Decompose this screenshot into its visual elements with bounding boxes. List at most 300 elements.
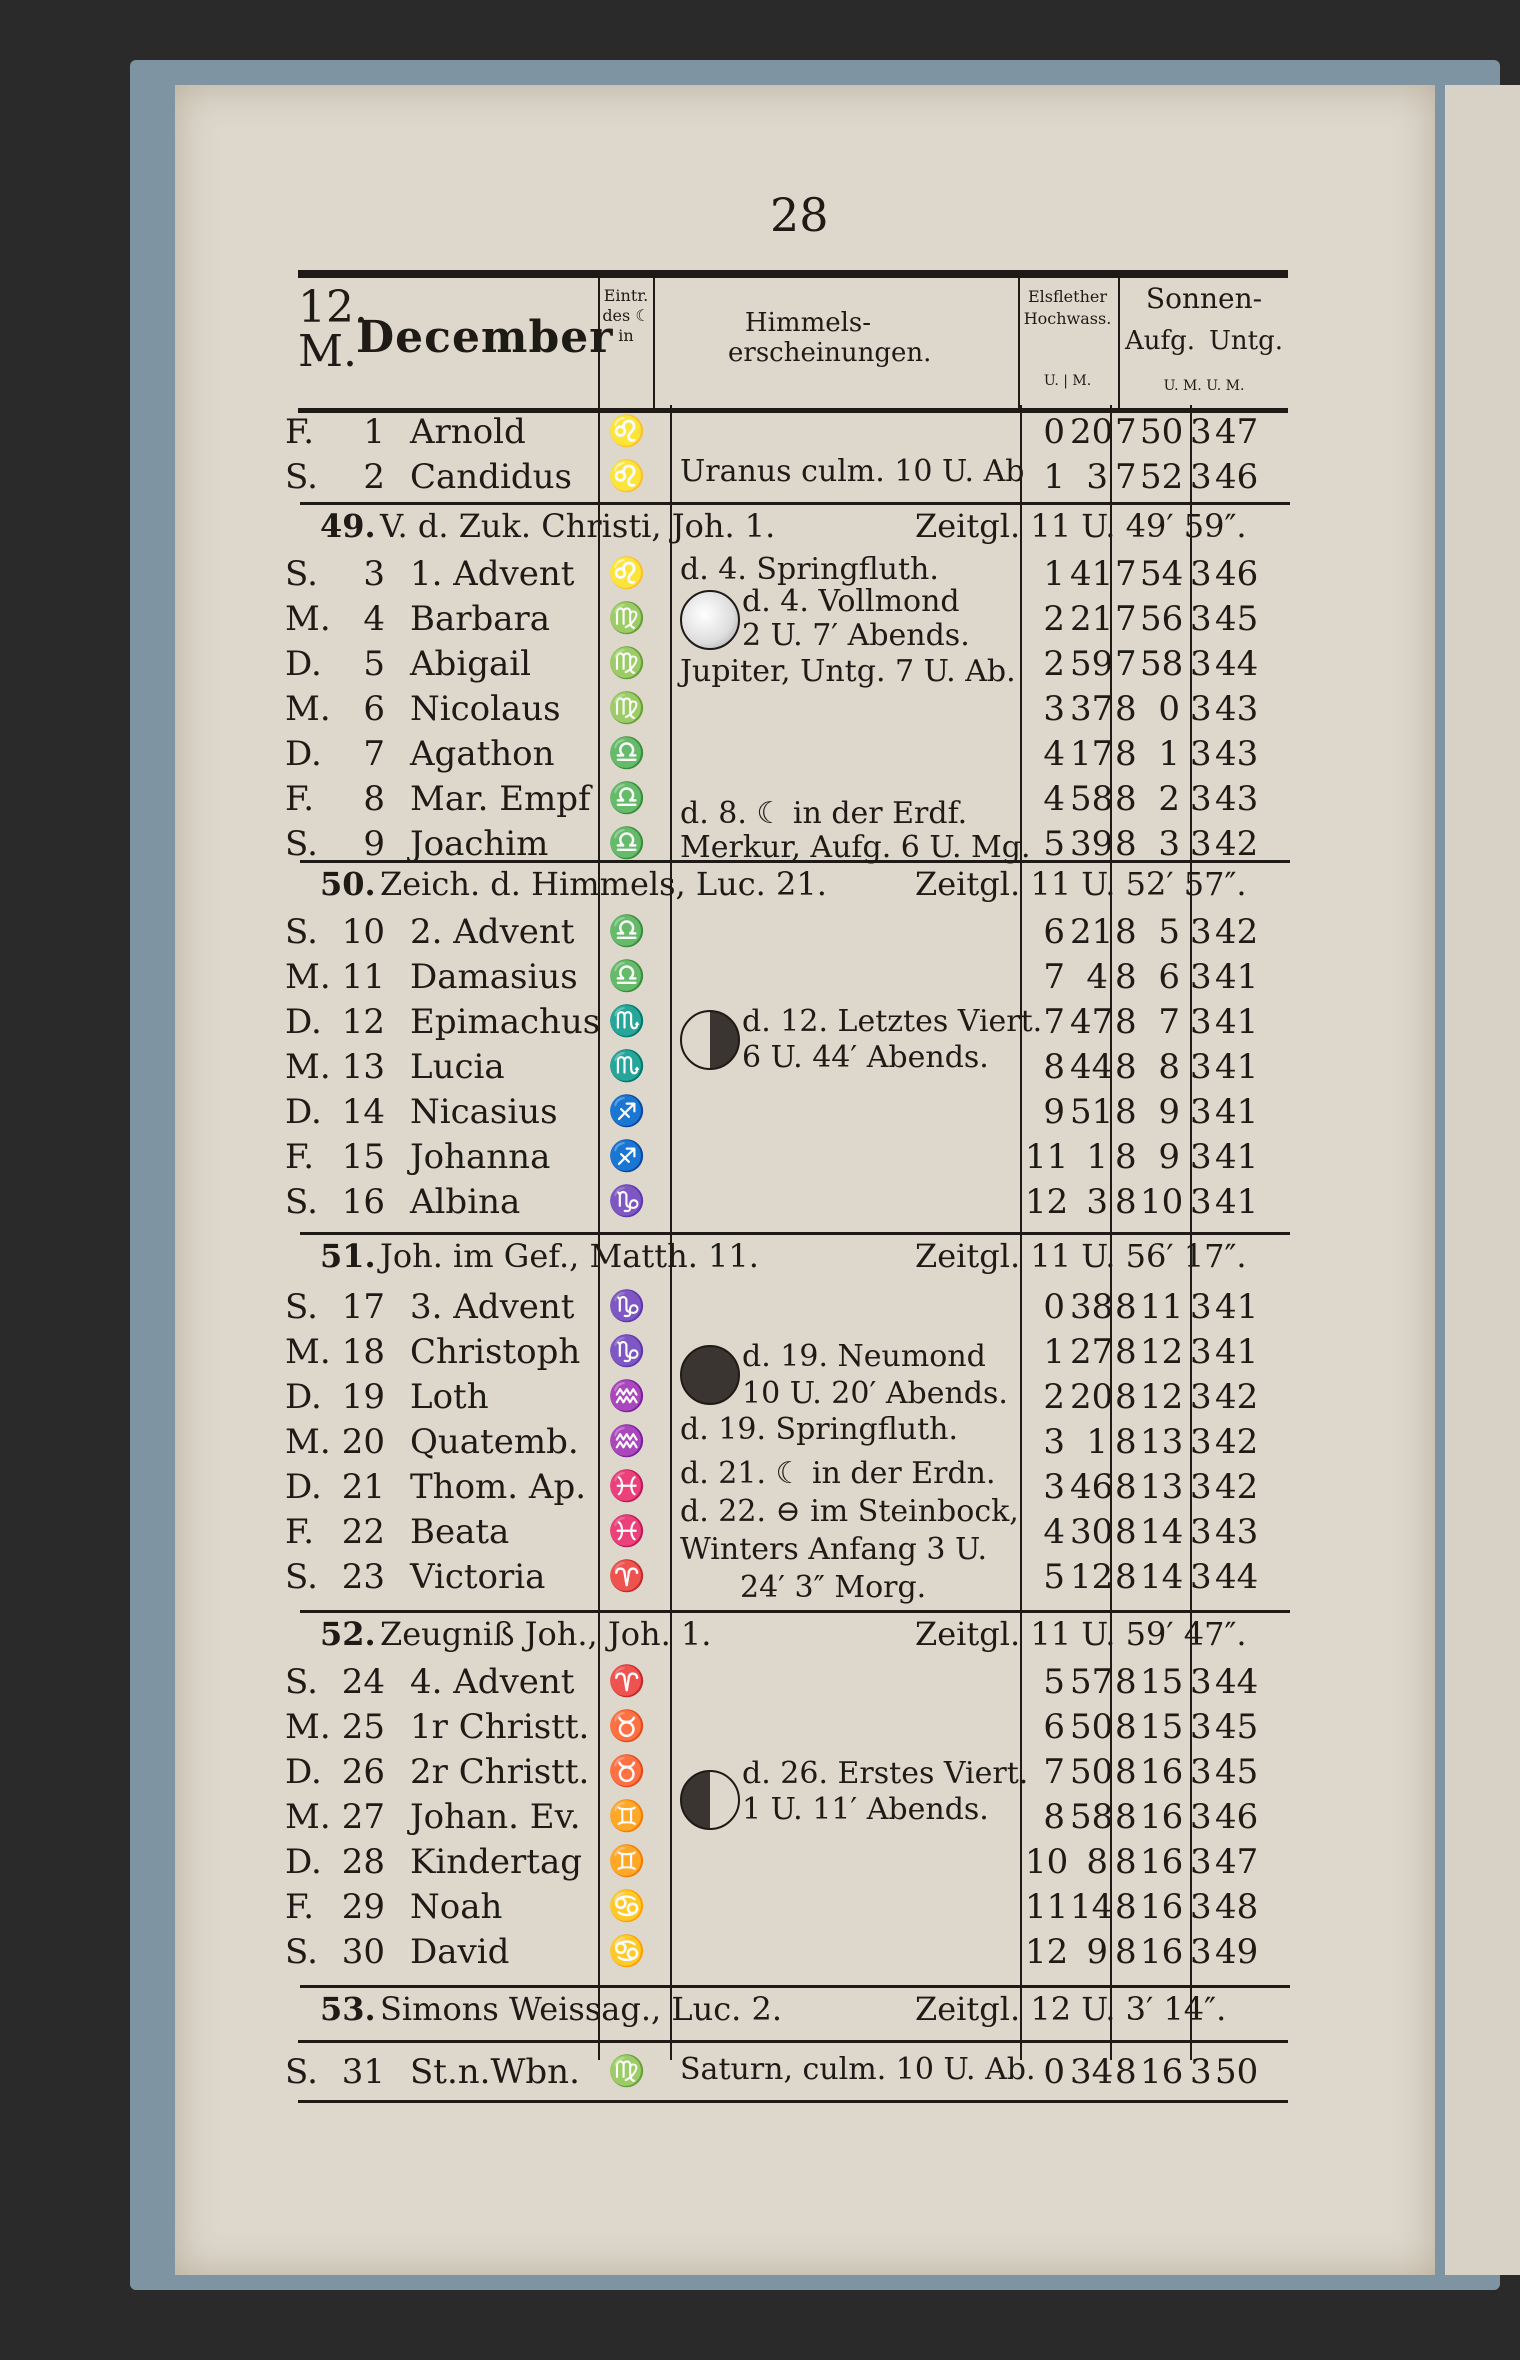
cell-hw-h: 5	[1043, 1662, 1065, 1702]
cell-dnum: 22	[341, 1512, 385, 1552]
cell-ss-h: 3	[1190, 689, 1212, 729]
cell-ss-h: 3	[1190, 1662, 1212, 1702]
cell-hw-h: 3	[1043, 1422, 1065, 1462]
cell-hw-h: 2	[1043, 644, 1065, 684]
cell-sr-h: 7	[1115, 554, 1137, 594]
cell-hw-h: 0	[1043, 1287, 1065, 1327]
zodiac-icon: ♈	[608, 1559, 646, 1594]
cell-dow: D.	[285, 1752, 322, 1792]
cell-dow: M.	[285, 1332, 331, 1372]
facing-page-edge	[1445, 85, 1520, 2275]
cell-sr-h: 8	[1115, 1137, 1137, 1177]
zodiac-icon: ♓	[608, 1469, 646, 1504]
cell-ss-m: 47	[1215, 1842, 1259, 1882]
cell-saint: Albina	[410, 1182, 521, 1222]
cell-saint: 2r Christt.	[410, 1752, 590, 1792]
cell-hw-m: 27	[1070, 1332, 1114, 1372]
cell-sr-h: 8	[1115, 957, 1137, 997]
cell-ss-h: 3	[1190, 1092, 1212, 1132]
cell-ss-m: 47	[1215, 412, 1259, 452]
cell-dow: D.	[285, 1377, 322, 1417]
cell-ss-h: 3	[1190, 2052, 1212, 2092]
cell-hw-m: 30	[1070, 1512, 1114, 1552]
cell-dow: D.	[285, 734, 322, 774]
cell-ss-h: 3	[1190, 1137, 1212, 1177]
cell-ss-h: 3	[1190, 1557, 1212, 1597]
cell-sr-h: 8	[1115, 734, 1137, 774]
cell-saint: Christoph	[410, 1332, 581, 1372]
cell-saint: Joachim	[410, 824, 549, 864]
cell-dow: S.	[285, 1662, 318, 1702]
cell-saint: Mar. Empf	[410, 779, 591, 819]
cell-hw-m: 17	[1070, 734, 1114, 774]
zodiac-icon: ♋	[608, 1889, 646, 1924]
cell-hw-m: 1	[1086, 1422, 1108, 1462]
zodiac-icon: ♊	[608, 1799, 646, 1834]
zodiac-icon: ♍	[608, 691, 646, 726]
cell-ss-h: 3	[1190, 1932, 1212, 1972]
event-uranus: Uranus culm. 10 U. Ab	[680, 454, 1025, 489]
zodiac-icon: ♎	[608, 736, 646, 771]
cell-hw-m: 47	[1070, 1002, 1114, 1042]
cell-dow: S.	[285, 1932, 318, 1972]
cell-hw-m: 50	[1070, 1752, 1114, 1792]
cell-saint: Lucia	[410, 1047, 505, 1087]
cell-sr-m: 11	[1140, 1287, 1184, 1327]
day-row-1	[285, 410, 1295, 454]
cell-saint: Kindertag	[410, 1842, 583, 1882]
cell-sr-m: 15	[1140, 1707, 1184, 1747]
cell-ss-h: 3	[1190, 957, 1212, 997]
cell-sr-h: 8	[1115, 1707, 1137, 1747]
cell-dnum: 17	[341, 1287, 385, 1327]
cell-dow: F.	[285, 779, 315, 819]
week-49-row: 49. V. d. Zuk. Christi, Joh. 1. Zeitgl. 11 U. 49′ 59″.	[300, 502, 1290, 547]
cell-ss-h: 3	[1190, 912, 1212, 952]
cell-saint: Barbara	[410, 599, 551, 639]
cell-ss-m: 45	[1215, 1752, 1259, 1792]
cell-hw-m: 3	[1086, 457, 1108, 497]
cell-sr-h: 8	[1115, 1002, 1137, 1042]
cell-ss-m: 46	[1215, 457, 1259, 497]
cell-dow: S.	[285, 457, 318, 497]
event-springflut-19: d. 19. Springfluth.	[680, 1412, 958, 1447]
cell-ss-h: 3	[1190, 412, 1212, 452]
cell-hw-m: 34	[1070, 2052, 1114, 2092]
cell-saint: 4. Advent	[410, 1662, 575, 1702]
cell-sr-m: 8	[1158, 1047, 1180, 1087]
zodiac-icon: ♍	[608, 2054, 646, 2089]
cell-dow: S.	[285, 912, 318, 952]
zodiac-icon: ♌	[608, 556, 646, 591]
cell-dnum: 18	[341, 1332, 385, 1372]
col-moon-entry: Eintr. des ☾ in	[602, 286, 650, 345]
cell-sr-m: 7	[1158, 1002, 1180, 1042]
col-events: Himmels-erscheinungen.	[728, 308, 932, 368]
cell-hw-m: 41	[1070, 554, 1114, 594]
cell-saint: David	[410, 1932, 510, 1972]
cell-sr-h: 7	[1115, 599, 1137, 639]
event-new-moon-time: 10 U. 20′ Abends.	[742, 1376, 1008, 1411]
cell-dnum: 23	[341, 1557, 385, 1597]
col-sunset: Untg.	[1208, 326, 1283, 356]
cell-ss-h: 3	[1190, 734, 1212, 774]
cell-hw-h: 9	[1043, 1092, 1065, 1132]
cell-sr-m: 5	[1158, 912, 1180, 952]
cell-dnum: 15	[341, 1137, 385, 1177]
cell-saint: Beata	[410, 1512, 510, 1552]
event-springflut-4: d. 4. Springfluth.	[680, 552, 939, 587]
cell-ss-m: 41	[1215, 1287, 1259, 1327]
cell-dnum: 10	[341, 912, 385, 952]
week-50-row: 50. Zeich. d. Himmels, Luc. 21. Zeitgl. 11 U. 52′ 57″.	[300, 860, 1290, 905]
day-row-28	[285, 1840, 1295, 1884]
cell-dow: M.	[285, 689, 331, 729]
cell-dnum: 27	[341, 1797, 385, 1837]
cell-sr-m: 54	[1140, 554, 1184, 594]
cell-sr-m: 13	[1140, 1467, 1184, 1507]
day-row-29	[285, 1885, 1295, 1929]
cell-hw-h: 8	[1043, 1797, 1065, 1837]
cell-hw-h: 7	[1043, 1002, 1065, 1042]
cell-ss-h: 3	[1190, 1182, 1212, 1222]
cell-dnum: 8	[363, 779, 385, 819]
cell-dnum: 2	[363, 457, 385, 497]
cell-ss-m: 41	[1215, 1002, 1259, 1042]
cell-hw-m: 3	[1086, 1182, 1108, 1222]
cell-sr-m: 13	[1140, 1422, 1184, 1462]
cell-hw-h: 0	[1043, 2052, 1065, 2092]
cell-ss-m: 43	[1215, 1512, 1259, 1552]
day-row-25	[285, 1705, 1295, 1749]
cell-dnum: 29	[341, 1887, 385, 1927]
cell-ss-h: 3	[1190, 1842, 1212, 1882]
cell-ss-m: 41	[1215, 1137, 1259, 1177]
zodiac-icon: ♑	[608, 1184, 646, 1219]
event-winter-time: 24′ 3″ Morg.	[740, 1570, 927, 1605]
cell-ss-m: 41	[1215, 1332, 1259, 1372]
cell-saint: 2. Advent	[410, 912, 575, 952]
cell-dnum: 7	[363, 734, 385, 774]
cell-ss-h: 3	[1190, 779, 1212, 819]
cell-dow: S.	[285, 2052, 318, 2092]
event-moon-perigee: d. 8. ☾ in der Erdf.	[680, 796, 968, 831]
cell-hw-m: 12	[1070, 1557, 1114, 1597]
cell-hw-h: 7	[1043, 1752, 1065, 1792]
cell-ss-m: 45	[1215, 1707, 1259, 1747]
cell-ss-m: 46	[1215, 1797, 1259, 1837]
cell-dnum: 12	[341, 1002, 385, 1042]
day-row-10	[285, 910, 1295, 954]
cell-hw-m: 44	[1070, 1047, 1114, 1087]
cell-sr-m: 14	[1140, 1557, 1184, 1597]
cell-dnum: 11	[341, 957, 385, 997]
cell-ss-m: 42	[1215, 1377, 1259, 1417]
week-51-row: 51. Joh. im Gef., Matth. 11. Zeitgl. 11 U. 56′ 17″.	[300, 1232, 1290, 1277]
cell-sr-h: 8	[1115, 1047, 1137, 1087]
cell-sr-h: 8	[1115, 1332, 1137, 1372]
cell-dnum: 5	[363, 644, 385, 684]
day-row-15	[285, 1135, 1295, 1179]
day-row-24	[285, 1660, 1295, 1704]
zodiac-icon: ♐	[608, 1094, 646, 1129]
cell-ss-m: 42	[1215, 824, 1259, 864]
cell-sr-m: 15	[1140, 1662, 1184, 1702]
cell-sr-h: 8	[1115, 824, 1137, 864]
cell-saint: Nicolaus	[410, 689, 561, 729]
cell-hw-h: 10	[1025, 1842, 1069, 1882]
first-quarter-moon-icon	[680, 1770, 740, 1830]
cell-saint: 3. Advent	[410, 1287, 575, 1327]
cell-saint: Arnold	[410, 412, 526, 452]
cell-dnum: 21	[341, 1467, 385, 1507]
cell-sr-m: 16	[1140, 1752, 1184, 1792]
cell-hw-m: 58	[1070, 1797, 1114, 1837]
cell-dow: M.	[285, 1422, 331, 1462]
cell-sr-h: 7	[1115, 457, 1137, 497]
cell-saint: 1. Advent	[410, 554, 575, 594]
cell-sr-h: 8	[1115, 1797, 1137, 1837]
cell-sr-m: 9	[1158, 1137, 1180, 1177]
col-sun-units: U. M. U. M.	[1163, 378, 1245, 394]
cell-ss-m: 42	[1215, 912, 1259, 952]
cell-ss-m: 44	[1215, 1557, 1259, 1597]
zodiac-icon: ♐	[608, 1139, 646, 1174]
cell-hw-m: 58	[1070, 779, 1114, 819]
cell-sr-h: 8	[1115, 2052, 1137, 2092]
cell-hw-h: 1	[1043, 554, 1065, 594]
cell-sr-h: 8	[1115, 1557, 1137, 1597]
zodiac-icon: ♓	[608, 1514, 646, 1549]
cell-sr-m: 12	[1140, 1332, 1184, 1372]
cell-dnum: 28	[341, 1842, 385, 1882]
event-mercury: Merkur, Aufg. 6 U. Mg.	[680, 830, 1031, 865]
cell-saint: Johanna	[410, 1137, 551, 1177]
cell-saint: Abigail	[410, 644, 531, 684]
cell-ss-m: 44	[1215, 1662, 1259, 1702]
zodiac-icon: ♌	[608, 414, 646, 449]
event-winter-start: Winters Anfang 3 U.	[680, 1532, 988, 1567]
cell-hw-m: 20	[1070, 412, 1114, 452]
cell-hw-h: 4	[1043, 734, 1065, 774]
cell-dow: F.	[285, 1512, 315, 1552]
cell-saint: Noah	[410, 1887, 503, 1927]
cell-ss-m: 42	[1215, 1422, 1259, 1462]
cell-dnum: 9	[363, 824, 385, 864]
cell-ss-h: 3	[1190, 599, 1212, 639]
cell-sr-h: 8	[1115, 689, 1137, 729]
event-full-moon-time: 2 U. 7′ Abends.	[742, 618, 970, 653]
event-sun-capricorn: d. 22. ⊖ im Steinbock,	[680, 1494, 1019, 1529]
cell-saint: 1r Christt.	[410, 1707, 590, 1747]
cell-dow: F.	[285, 412, 315, 452]
day-row-16	[285, 1180, 1295, 1224]
cell-ss-m: 43	[1215, 689, 1259, 729]
zodiac-icon: ♋	[608, 1934, 646, 1969]
event-first-quarter-time: 1 U. 11′ Abends.	[742, 1792, 989, 1827]
cell-hw-h: 6	[1043, 1707, 1065, 1747]
cell-hw-h: 5	[1043, 1557, 1065, 1597]
cell-ss-h: 3	[1190, 1377, 1212, 1417]
cell-saint: Nicasius	[410, 1092, 558, 1132]
cell-sr-h: 7	[1115, 412, 1137, 452]
day-row-14	[285, 1090, 1295, 1134]
cell-sr-h: 8	[1115, 1512, 1137, 1552]
zodiac-icon: ♉	[608, 1709, 646, 1744]
cell-dnum: 19	[341, 1377, 385, 1417]
cell-sr-m: 16	[1140, 1932, 1184, 1972]
cell-ss-m: 43	[1215, 779, 1259, 819]
event-moon-apogee: d. 21. ☾ in der Erdn.	[680, 1456, 996, 1491]
cell-hw-m: 39	[1070, 824, 1114, 864]
cell-ss-m: 43	[1215, 734, 1259, 774]
last-quarter-moon-icon	[680, 1010, 740, 1070]
cell-dnum: 4	[363, 599, 385, 639]
col-sun: Sonnen-	[1145, 282, 1263, 315]
day-row-30	[285, 1930, 1295, 1974]
cell-hw-h: 3	[1043, 689, 1065, 729]
cell-hw-h: 11	[1025, 1887, 1069, 1927]
cell-hw-h: 0	[1043, 412, 1065, 452]
cell-dnum: 26	[341, 1752, 385, 1792]
cell-ss-h: 3	[1190, 554, 1212, 594]
cell-hw-h: 1	[1043, 457, 1065, 497]
page-number: 28	[770, 188, 829, 242]
cell-dnum: 1	[363, 412, 385, 452]
cell-sr-m: 0	[1158, 689, 1180, 729]
cell-hw-h: 12	[1025, 1182, 1069, 1222]
zodiac-icon: ♌	[608, 459, 646, 494]
cell-dow: D.	[285, 644, 322, 684]
cell-dow: M.	[285, 1707, 331, 1747]
cell-ss-h: 3	[1190, 1797, 1212, 1837]
cell-ss-h: 3	[1190, 644, 1212, 684]
zodiac-icon: ♑	[608, 1289, 646, 1324]
cell-hw-m: 38	[1070, 1287, 1114, 1327]
cell-saint: Agathon	[410, 734, 555, 774]
cell-dnum: 6	[363, 689, 385, 729]
cell-hw-m: 4	[1086, 957, 1108, 997]
event-last-quarter-time: 6 U. 44′ Abends.	[742, 1040, 989, 1075]
day-row-17	[285, 1285, 1295, 1329]
event-first-quarter: d. 26. Erstes Viert.	[742, 1756, 1029, 1791]
event-saturn: Saturn, culm. 10 U. Ab.	[680, 2052, 1036, 2087]
cell-dow: M.	[285, 957, 331, 997]
cell-sr-h: 7	[1115, 644, 1137, 684]
cell-sr-h: 8	[1115, 779, 1137, 819]
cell-dow: F.	[285, 1137, 315, 1177]
cell-sr-m: 16	[1140, 1887, 1184, 1927]
zodiac-icon: ♒	[608, 1379, 646, 1414]
cell-sr-m: 1	[1158, 734, 1180, 774]
cell-sr-m: 16	[1140, 1797, 1184, 1837]
cell-ss-m: 46	[1215, 554, 1259, 594]
zodiac-icon: ♍	[608, 646, 646, 681]
cell-dnum: 13	[341, 1047, 385, 1087]
cell-sr-h: 8	[1115, 1422, 1137, 1462]
cell-dow: S.	[285, 554, 318, 594]
cell-hw-m: 46	[1070, 1467, 1114, 1507]
zodiac-icon: ♎	[608, 914, 646, 949]
event-new-moon: d. 19. Neumond	[742, 1339, 986, 1374]
table-header	[298, 270, 1288, 413]
cell-ss-h: 3	[1190, 824, 1212, 864]
month-abbr: M.	[298, 326, 358, 377]
zodiac-icon: ♈	[608, 1664, 646, 1699]
cell-sr-h: 8	[1115, 912, 1137, 952]
cell-hw-m: 51	[1070, 1092, 1114, 1132]
cell-ss-m: 41	[1215, 1047, 1259, 1087]
col-high-water: Elsflether Hochwass.	[1023, 287, 1112, 328]
cell-ss-m: 41	[1215, 957, 1259, 997]
cell-saint: Victoria	[410, 1557, 546, 1597]
cell-ss-m: 41	[1215, 1092, 1259, 1132]
col-hw-units: U. | M.	[1043, 373, 1092, 389]
cell-ss-m: 42	[1215, 1467, 1259, 1507]
cell-ss-m: 50	[1215, 2052, 1259, 2092]
cell-ss-m: 45	[1215, 599, 1259, 639]
cell-dnum: 16	[341, 1182, 385, 1222]
cell-sr-h: 8	[1115, 1932, 1137, 1972]
cell-dow: S.	[285, 1557, 318, 1597]
cell-sr-h: 8	[1115, 1182, 1137, 1222]
zodiac-icon: ♊	[608, 1844, 646, 1879]
cell-ss-m: 48	[1215, 1887, 1259, 1927]
cell-dow: M.	[285, 1047, 331, 1087]
cell-ss-h: 3	[1190, 1512, 1212, 1552]
cell-hw-m: 37	[1070, 689, 1114, 729]
cell-ss-m: 49	[1215, 1932, 1259, 1972]
cell-sr-h: 8	[1115, 1467, 1137, 1507]
month-number: 12.	[298, 282, 368, 333]
cell-sr-m: 58	[1140, 644, 1184, 684]
cell-hw-h: 3	[1043, 1467, 1065, 1507]
cell-dnum: 30	[341, 1932, 385, 1972]
cell-dow: D.	[285, 1842, 322, 1882]
cell-ss-m: 41	[1215, 1182, 1259, 1222]
cell-ss-h: 3	[1190, 1332, 1212, 1372]
cell-sr-h: 8	[1115, 1662, 1137, 1702]
cell-sr-m: 14	[1140, 1512, 1184, 1552]
zodiac-icon: ♑	[608, 1334, 646, 1369]
cell-hw-h: 2	[1043, 1377, 1065, 1417]
cell-sr-m: 6	[1158, 957, 1180, 997]
cell-ss-h: 3	[1190, 1002, 1212, 1042]
cell-ss-h: 3	[1190, 1707, 1212, 1747]
cell-dow: S.	[285, 1287, 318, 1327]
cell-sr-h: 8	[1115, 1377, 1137, 1417]
cell-sr-h: 8	[1115, 1887, 1137, 1927]
cell-saint: St.n.Wbn.	[410, 2052, 580, 2092]
cell-sr-m: 12	[1140, 1377, 1184, 1417]
event-full-moon: d. 4. Vollmond	[742, 584, 960, 619]
cell-saint: Epimachus	[410, 1002, 601, 1042]
week-52-row: 52. Zeugniß Joh., Joh. 1. Zeitgl. 11 U. 59′ 47″.	[300, 1610, 1290, 1655]
cell-hw-h: 2	[1043, 599, 1065, 639]
cell-ss-h: 3	[1190, 1422, 1212, 1462]
cell-ss-h: 3	[1190, 1467, 1212, 1507]
cell-sr-m: 3	[1158, 824, 1180, 864]
cell-sr-m: 9	[1158, 1092, 1180, 1132]
cell-dow: S.	[285, 1182, 318, 1222]
cell-sr-m: 16	[1140, 2052, 1184, 2092]
cell-hw-h: 7	[1043, 957, 1065, 997]
cell-hw-h: 6	[1043, 912, 1065, 952]
new-moon-icon	[680, 1345, 740, 1405]
cell-hw-h: 12	[1025, 1932, 1069, 1972]
zodiac-icon: ♎	[608, 781, 646, 816]
cell-sr-m: 50	[1140, 412, 1184, 452]
